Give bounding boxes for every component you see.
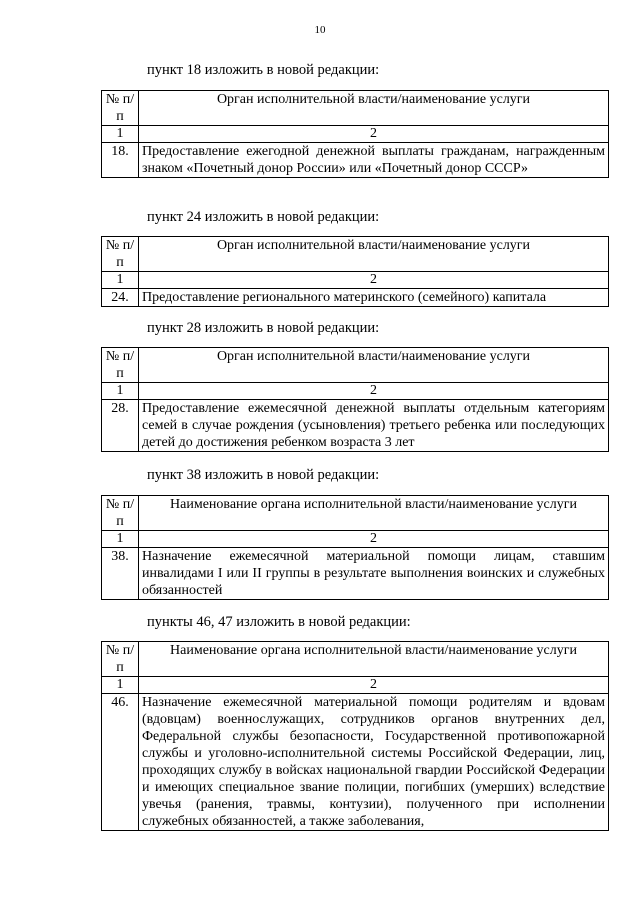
header-title-cell: Наименование органа исполнительной власти/наименование услуги: [139, 642, 609, 677]
amendment-table-38: [101, 495, 609, 600]
amendment-table-46: [101, 641, 609, 831]
table-index-row: [102, 677, 609, 694]
row-num: 28.: [102, 400, 139, 452]
header-num-cell: № п/п: [102, 237, 139, 272]
header-title-cell: Наименование органа исполнительной власти/наименование услуги: [139, 496, 609, 531]
index-col2: 2: [139, 531, 609, 548]
section-intro-46-47: пункты 46, 47 изложить в новой редакции:: [147, 614, 411, 630]
table-header-row: [102, 91, 609, 126]
table-index-row: [102, 126, 609, 143]
table-row: [102, 400, 609, 452]
index-col1: 1: [102, 272, 139, 289]
page-number: 10: [314, 24, 326, 36]
header-num-cell: № п/п: [102, 496, 139, 531]
table-row: [102, 694, 609, 831]
table-index-row: [102, 272, 609, 289]
index-col1: 1: [102, 383, 139, 400]
table-index-row: [102, 531, 609, 548]
table-header-row: [102, 496, 609, 531]
index-col2: 2: [139, 126, 609, 143]
header-num-cell: № п/п: [102, 91, 139, 126]
row-text: Назначение ежемесячной материальной помощи лицам, ставшим инвалидами I или II группы в результате выполнения воинских и служебных обязанностей: [139, 548, 609, 600]
row-num: 46.: [102, 694, 139, 831]
amendment-table-28: [101, 347, 609, 452]
amendment-table-24: [101, 236, 609, 307]
row-text: Предоставление ежемесячной денежной выплаты отдельным категориям семей в случае рождения (усыновления) третьего ребенка или последующих детей до достижения ребенком возраста 3 лет: [139, 400, 609, 452]
header-title-cell: Орган исполнительной власти/наименование услуги: [139, 348, 609, 383]
section-intro-18: пункт 18 изложить в новой редакции:: [147, 62, 380, 78]
row-text: Назначение ежемесячной материальной помощи родителям и вдовам (вдовцам) военнослужащих, сотрудников органов внутренних дел, Федеральной службы безопасности, Государственной противопожарной службы и уголовно-исполнительной системы Российской Федерации, лиц, проходящих службу в войсках национальной гвардии Российской Федерации и имеющих специальное звание полиции, погибших (умерших) вследствие увечья (ранения, травмы, контузии), полученного при исполнении служебных обязанностей, а также заболевания,: [139, 694, 609, 831]
table-row: [102, 143, 609, 178]
index-col1: 1: [102, 677, 139, 694]
table-index-row: [102, 383, 609, 400]
row-text: Предоставление регионального материнского (семейного) капитала: [139, 289, 609, 307]
index-col2: 2: [139, 383, 609, 400]
row-num: 24.: [102, 289, 139, 307]
header-num-cell: № п/п: [102, 642, 139, 677]
section-intro-38: пункт 38 изложить в новой редакции:: [147, 467, 380, 483]
row-text: Предоставление ежегодной денежной выплаты гражданам, награжденным знаком «Почетный донор России» или «Почетный донор СССР»: [139, 143, 609, 178]
row-num: 38.: [102, 548, 139, 600]
index-col2: 2: [139, 677, 609, 694]
table-row: [102, 548, 609, 600]
header-title-cell: Орган исполнительной власти/наименование услуги: [139, 91, 609, 126]
index-col1: 1: [102, 531, 139, 548]
header-title-cell: Орган исполнительной власти/наименование услуги: [139, 237, 609, 272]
table-row: [102, 289, 609, 307]
table-header-row: [102, 642, 609, 677]
table-header-row: [102, 237, 609, 272]
row-num: 18.: [102, 143, 139, 178]
index-col2: 2: [139, 272, 609, 289]
header-num-cell: № п/п: [102, 348, 139, 383]
amendment-table-18: [101, 90, 609, 178]
section-intro-28: пункт 28 изложить в новой редакции:: [147, 320, 380, 336]
index-col1: 1: [102, 126, 139, 143]
table-header-row: [102, 348, 609, 383]
section-intro-24: пункт 24 изложить в новой редакции:: [147, 209, 380, 225]
